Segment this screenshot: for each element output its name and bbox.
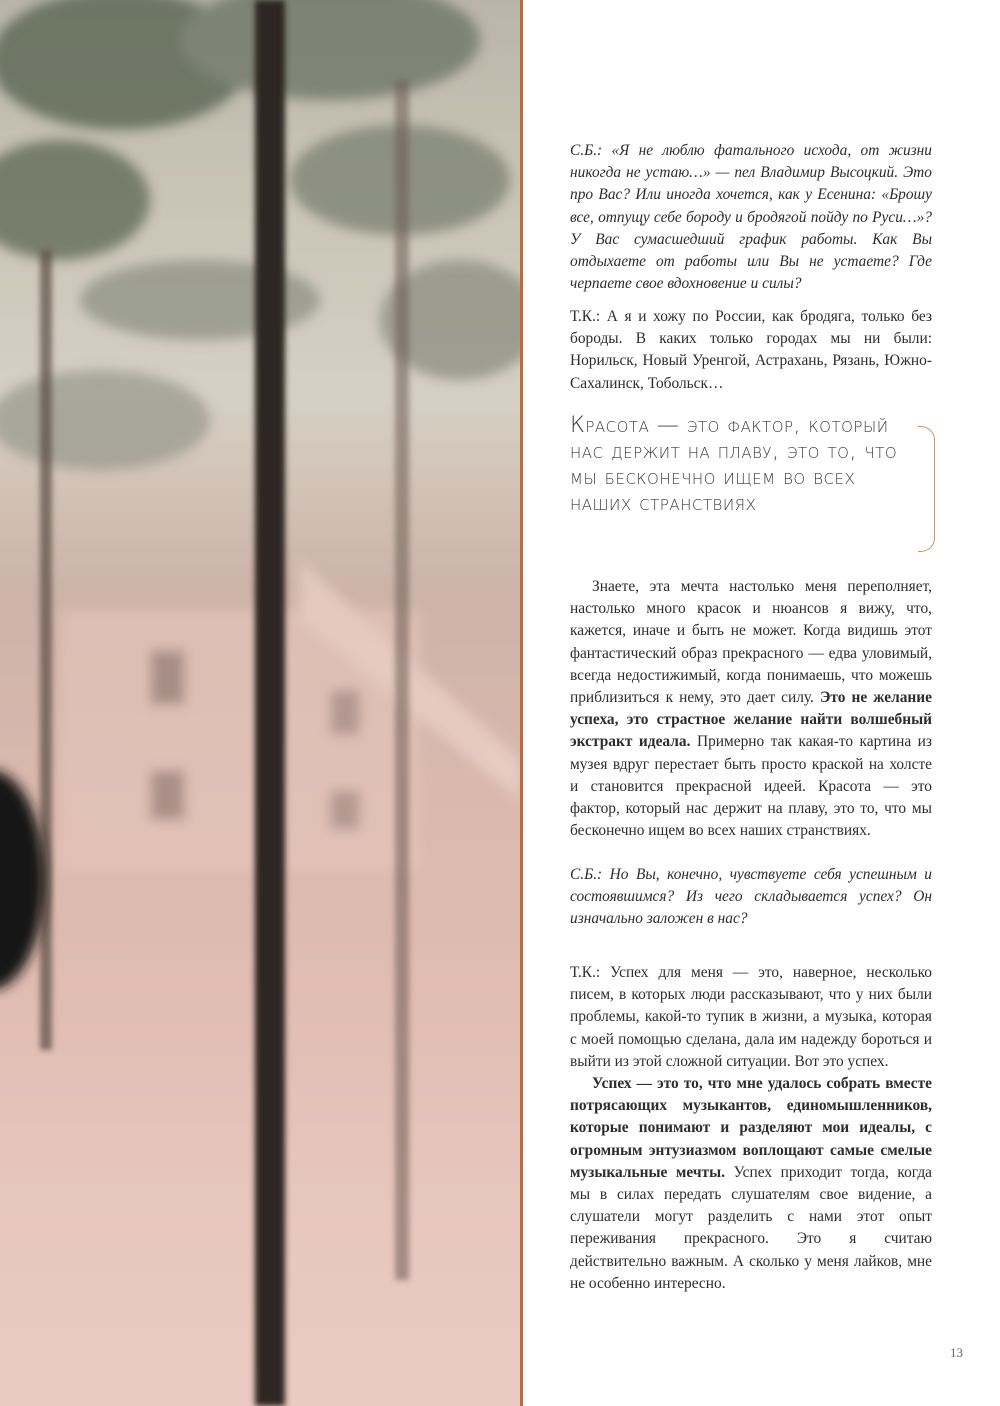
question-2: С.Б.: Но Вы, конечно, чувствуете себя успешным и состоявшимся? Из чего складывается успех? Он изначально заложен в нас?: [570, 866, 932, 928]
pull-quote-bracket: [918, 426, 935, 552]
paragraph-2-end: Примерно так какая-то картина из музея вдруг перестает быть просто краской на холсте и становится прекрасной идеей. Красота — это фактор, который нас держит на плаву, это то, что мы бесконечно ищем во всех наших странствиях.: [570, 733, 932, 840]
paragraph-4: [570, 1073, 932, 1295]
question-1: С.Б.: «Я не люблю фатального исхода, от жизни никогда не устаю…» — пел Владимир Высоцкий. Это про Вас? Или иногда хочется, как у Есенина: «Брошу все, отпущу себе бороду и бродягой пойду по Руси…»? У Вас сумасшедший график работы. Как Вы отдыхаете от работы или Вы не устаете? Где черпаете свое вдохновение и силы?: [570, 142, 932, 293]
pull-quote: Красота — это фактор, который нас держит на плаву, это то, что мы бесконечно ищем во всех наших странствиях: [570, 413, 898, 516]
paragraph-4-bold: Успех — это то, что мне удалось собрать вместе потрясающих музыкантов, единомышленников, которые понимают и разделяют мои идеалы, с огромным энтузиазмом воплощают самые смелые музыкальные мечты.: [570, 1075, 932, 1181]
paragraph-2-bold: Это не желание успеха, это страстное желание найти волшебный экстракт идеала.: [570, 689, 932, 751]
page-number: 13: [950, 1345, 963, 1360]
paragraph-4-end: Успех приходит тогда, когда мы в силах передать слушателям свое видение, а слушатели могут разделить с нами этот опыт переживания прекрасного. Это я считаю действительно важным. А сколько у меня лайков, мне не особенно интересно.: [570, 1163, 932, 1292]
answer-1: Т.К.: А я и хожу по России, как бродяга, только без бороды. В каких только городах мы ни были: Норильск, Новый Уренгой, Астрахань, Рязань, Южно-Сахалинск, Тобольск…: [570, 308, 932, 392]
orange-divider: [520, 0, 523, 1406]
paragraph-2-start: Знаете, эта мечта настолько меня переполняет, настолько много красок и нюансов я вижу, что, кажется, иначе и быть не может. Когда видишь этот фантастический образ прекрасного — едва уловимый, всегда недостижимый, когда понимаешь, что можешь приблизиться к нему, это дает силу.: [570, 578, 932, 707]
answer-2: Т.К.: Успех для меня — это, наверное, несколько писем, в которых люди рассказывают, что у них были проблемы, какой-то тупик в жизни, а музыка, которая с моей помощью сделана, дала им надежду бороться и выйти из этой сложной ситуации. Вот это успех.: [570, 964, 932, 1070]
paragraph-2: [570, 576, 932, 842]
